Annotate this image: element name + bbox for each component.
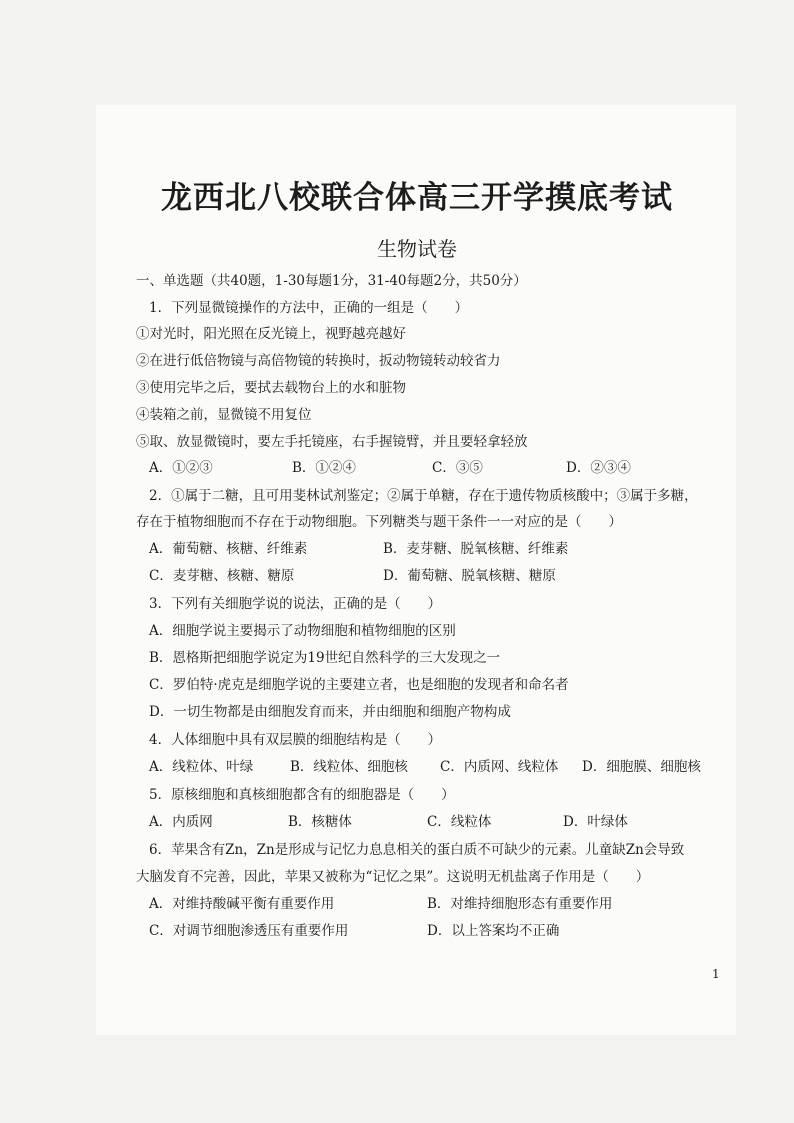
q6-option-b: B．对维持细胞形态有重要作用: [427, 896, 613, 912]
q6-option-c: C．对调节细胞渗透压有重要作用: [149, 923, 349, 939]
q3-stem: 3．下列有关细胞学说的说法，正确的是（ ）: [149, 596, 442, 612]
q1-option-d: D．②③④: [566, 460, 631, 476]
page-number: 1: [712, 967, 720, 981]
q3-option-d: D．一切生物都是由细胞发育而来，并由细胞和细胞产物构成: [149, 704, 511, 720]
q1-stem: 1．下列显微镜操作的方法中，正确的一组是（ ）: [149, 300, 469, 316]
q1-item: ①对光时，阳光照在反光镜上，视野越亮越好: [136, 326, 406, 342]
q1-option-a: A．①②③: [149, 460, 213, 476]
q2-option-c: C．麦芽糖、核糖、糖原: [149, 568, 295, 584]
q2-option-b: B．麦芽糖、脱氧核糖、纤维素: [383, 541, 569, 557]
q2-option-d: D．葡萄糖、脱氧核糖、糖原: [383, 568, 556, 584]
q2-stem-line1: 2．①属于二糖，且可用斐林试剂鉴定；②属于单糖，存在于遗传物质核酸中；③属于多糖，: [149, 488, 698, 504]
q5-option-d: D．叶绿体: [563, 814, 628, 830]
q6-stem-line2: 大脑发育不完善，因此，苹果又被称为“记忆之果”。这说明无机盐离子作用是（ ）: [136, 869, 650, 885]
q1-item: ④装箱之前，显微镜不用复位: [136, 407, 312, 423]
q1-item: ⑤取、放显微镜时，要左手托镜座，右手握镜臂，并且要轻拿轻放: [136, 434, 528, 450]
q6-stem-line1: 6．苹果含有Zn，Zn是形成与记忆力息息相关的蛋白质不可缺少的元素。儿童缺Zn会导致: [149, 842, 685, 858]
q1-option-b: B．①②④: [292, 460, 356, 476]
q4-option-b: B．线粒体、细胞核: [290, 759, 408, 775]
q1-item: ③使用完毕之后，要拭去载物台上的水和脏物: [136, 380, 406, 396]
q2-stem-line2: 存在于植物细胞而不存在于动物细胞。下列糖类与题干条件一一对应的是（ ）: [136, 514, 622, 530]
q5-option-b: B．核糖体: [288, 814, 352, 830]
q6-option-d: D．以上答案均不正确: [427, 923, 560, 939]
q1-item: ②在进行低倍物镜与高倍物镜的转换时，扳动物镜转动较省力: [136, 353, 501, 369]
section-heading: 一、单选题（共40题，1-30每题1分，31-40每题2分，共50分）: [136, 273, 527, 289]
q2-option-a: A．葡萄糖、核糖、纤维素: [149, 541, 308, 557]
q4-stem: 4．人体细胞中具有双层膜的细胞结构是（ ）: [149, 732, 442, 748]
q1-option-c: C．③⑤: [432, 460, 483, 476]
q4-option-d: D．细胞膜、细胞核: [582, 759, 701, 775]
exam-subtitle: 生物试卷: [377, 237, 457, 261]
q5-stem: 5．原核细胞和真核细胞都含有的细胞器是（ ）: [149, 787, 455, 803]
q6-option-a: A．对维持酸碱平衡有重要作用: [149, 896, 335, 912]
q3-option-c: C．罗伯特·虎克是细胞学说的主要建立者，也是细胞的发现者和命名者: [149, 677, 569, 693]
q3-option-a: A．细胞学说主要揭示了动物细胞和植物细胞的区别: [149, 623, 456, 639]
q4-option-a: A．线粒体、叶绿: [149, 759, 254, 775]
q5-option-c: C．线粒体: [427, 814, 492, 830]
q5-option-a: A．内质网: [149, 814, 213, 830]
q3-option-b: B．恩格斯把细胞学说定为19世纪自然科学的三大发现之一: [149, 650, 501, 666]
exam-title: 龙西北八校联合体高三开学摸底考试: [161, 180, 673, 216]
q4-option-c: C．内质网、线粒体: [440, 759, 559, 775]
